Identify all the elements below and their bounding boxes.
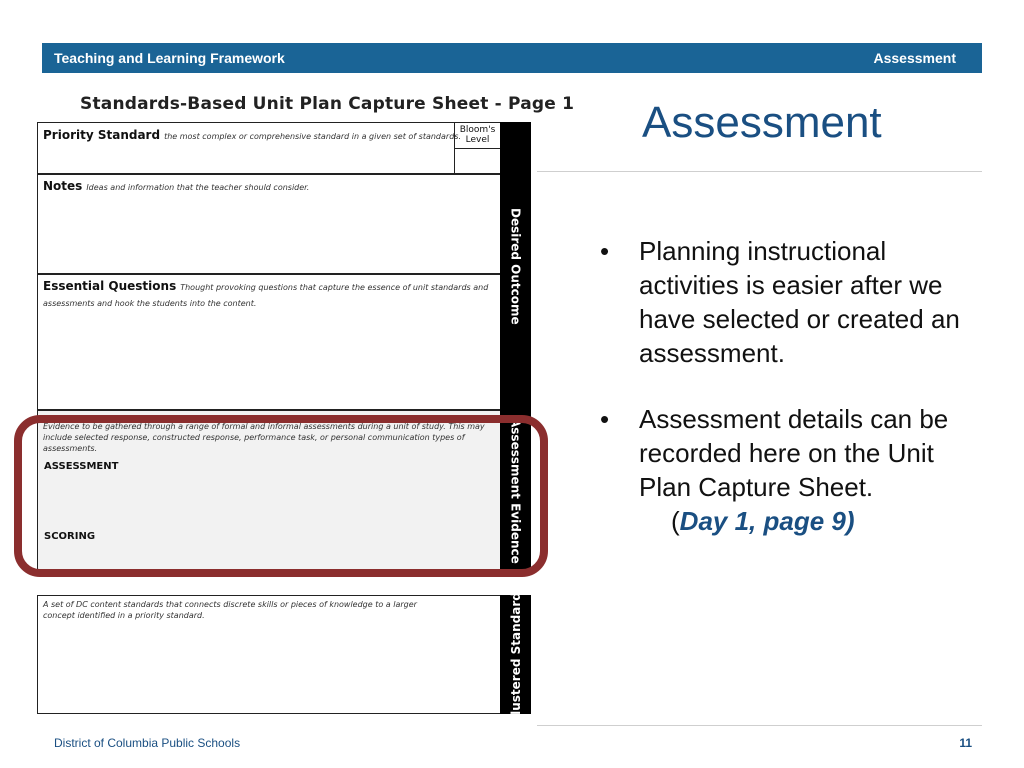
assessment-highlight-outline xyxy=(14,415,548,577)
priority-standard-desc: the most complex or comprehensive standard in a given set of standards. xyxy=(164,132,461,141)
bullet-item xyxy=(600,234,980,370)
bullet-icon: • xyxy=(600,236,610,266)
assessment-heading: ASSESSMENT xyxy=(44,461,119,472)
sheet-title: Standards-Based Unit Plan Capture Sheet - Page 1 xyxy=(80,94,575,114)
header-title: Teaching and Learning Framework xyxy=(54,50,285,66)
essential-questions-box xyxy=(37,274,501,410)
blooms-level-cell xyxy=(454,149,500,173)
priority-standard-box xyxy=(37,122,501,174)
slide-title: Assessment xyxy=(642,98,882,147)
bullet-item xyxy=(600,402,980,538)
clustered-standards-side-label: Clustered Standards xyxy=(500,595,531,714)
notes-desc: Ideas and information that the teacher should consider. xyxy=(86,183,310,192)
clustered-standards-desc: A set of DC content standards that connects discrete skills or pieces of knowledge to a larger concept identified in a priority standard. xyxy=(43,600,417,620)
clustered-standards-box xyxy=(37,595,501,714)
bullet-text: Planning instructional activities is easier after we have selected or created an assessment. xyxy=(639,236,960,368)
notes-box xyxy=(37,174,501,274)
assessment-evidence-side-label: Assessment Evidence xyxy=(500,410,531,572)
bullet-icon: • xyxy=(600,404,610,434)
header-bar xyxy=(42,43,982,73)
essential-questions-desc: Thought provoking questions that capture the essence of unit standards and assessments and hook the students into the content. xyxy=(43,283,489,308)
footer-divider xyxy=(537,725,982,726)
essential-questions-label: Essential Questions Thought provoking questions that capture the essence of unit standards and assessments and hook the students into the content. xyxy=(43,279,489,308)
priority-standard-label: Priority Standard the most complex or comprehensive standard in a given set of standards. xyxy=(43,128,461,142)
scoring-heading: SCORING xyxy=(44,531,96,542)
title-divider xyxy=(537,171,982,172)
notes-label: Notes Ideas and information that the teacher should consider. xyxy=(43,179,310,193)
header-section: Assessment xyxy=(873,50,956,66)
page-reference: (Day 1, page 9) xyxy=(671,506,855,536)
blooms-level-label: Bloom's Level xyxy=(454,123,500,149)
bullet-text: Assessment details can be recorded here on the Unit Plan Capture Sheet. xyxy=(639,404,949,502)
desired-outcome-side-label: Desired Outcome xyxy=(500,122,531,410)
footer-organization: District of Columbia Public Schools xyxy=(54,736,241,750)
page-number: 11 xyxy=(959,736,972,750)
bullet-list xyxy=(600,234,980,570)
assessment-evidence-desc: Evidence to be gathered through a range of formal and informal assessments during a unit of study. This may include selected response, constructed response, performance task, or personal communication types of assessments. xyxy=(43,422,485,453)
page-reference-text: Day 1, page 9) xyxy=(679,506,855,536)
